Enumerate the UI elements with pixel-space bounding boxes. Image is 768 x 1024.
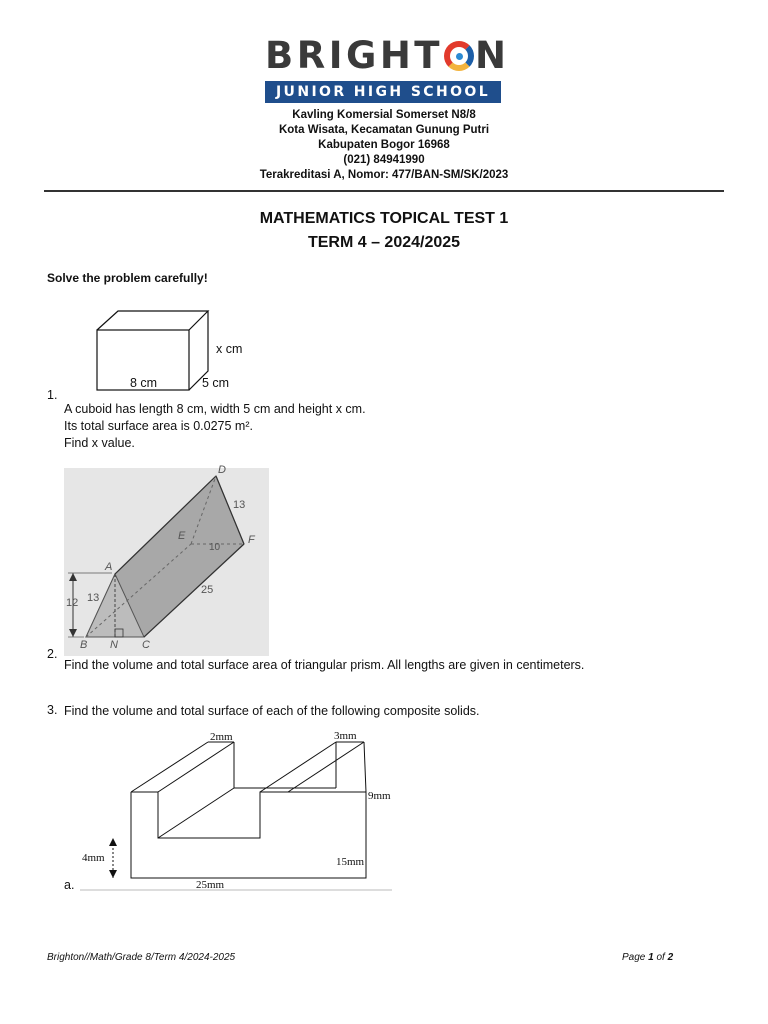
logo-subtitle: JUNIOR HIGH SCHOOL (265, 81, 501, 103)
height-arrow-top (69, 573, 77, 581)
question-3a-label: a. (64, 878, 75, 892)
cuboid-width-label: 5 cm (202, 376, 230, 390)
footer-page-number (622, 952, 673, 963)
question-1-line-3: Find x value. (64, 436, 135, 450)
address-line-2: Kota Wisata, Kecamatan Gunung Putri (278, 124, 490, 136)
cuboid-top-face (97, 311, 208, 330)
notch-arrow-top (109, 838, 117, 846)
vertex-d-label: D (218, 464, 226, 476)
triangular-prism-figure (64, 464, 269, 656)
page-prefix: Page (622, 952, 649, 963)
phone-line: (021) 84941990 (343, 154, 425, 166)
edge-ab-length: 13 (87, 592, 100, 604)
question-1-line-2: Its total surface area is 0.0275 m². (64, 419, 253, 433)
solid-edge-4 (288, 742, 364, 792)
footer-document-code: Brighton//Math/Grade 8/Term 4/2024-2025 (47, 952, 236, 963)
label-9mm: 9mm (368, 790, 391, 802)
solid-front-notch (131, 792, 288, 838)
question-3-text: Find the volume and total surface of each of the following composite solids. (64, 704, 480, 718)
solid-back-right (364, 742, 366, 792)
cuboid-height-label: x cm (216, 342, 243, 356)
page-total: 2 (667, 952, 674, 963)
solid-front-outline (131, 792, 366, 878)
solid-edge-3 (260, 742, 336, 792)
height-arrow-bottom (69, 629, 77, 637)
solid-inner-floor-edge (158, 788, 234, 838)
edge-ef-length: 10 (209, 542, 221, 553)
label-3mm: 3mm (334, 730, 357, 742)
question-1-line-1: A cuboid has length 8 cm, width 5 cm and height x cm. (64, 402, 366, 416)
label-25mm: 25mm (196, 879, 225, 891)
vertex-c-label: C (142, 639, 150, 651)
triangular-prism-drawing (64, 468, 269, 656)
question-3-number: 3. (47, 703, 58, 717)
test-title: MATHEMATICS TOPICAL TEST 1 (259, 210, 509, 227)
vertex-b-label: B (80, 639, 88, 651)
vertex-n-label: N (110, 639, 118, 651)
question-2-text: Find the volume and total surface area of triangular prism. All lengths are given in centimeters. (64, 658, 585, 672)
question-1-number: 1. (47, 388, 58, 402)
school-logo-wordmark (265, 36, 510, 76)
page-mid: of (653, 952, 668, 963)
composite-solid-figure (76, 728, 396, 896)
page-current: 1 (648, 952, 654, 963)
logo-word-part2: N (475, 34, 510, 77)
cuboid-length-label: 8 cm (130, 376, 158, 390)
height-length: 12 (66, 597, 79, 609)
test-term: TERM 4 – 2024/2025 (307, 234, 461, 251)
accreditation-line: Terakreditasi A, Nomor: 477/BAN-SM/SK/2023 (259, 169, 509, 181)
label-15mm: 15mm (336, 856, 365, 868)
label-2mm: 2mm (210, 731, 233, 743)
address-line-1: Kavling Komersial Somerset N8/8 (292, 109, 476, 121)
question-2-number: 2. (47, 647, 58, 661)
instruction: Solve the problem carefully! (47, 271, 208, 285)
logo-emblem-icon (444, 41, 474, 71)
edge-df-length: 13 (233, 499, 246, 511)
vertex-a-label: A (105, 561, 113, 573)
notch-arrow-bottom (109, 870, 117, 878)
cuboid-figure (90, 308, 290, 393)
vertex-e-label: E (178, 530, 186, 542)
header-divider (44, 190, 724, 192)
logo-word-part1: BRIGHT (265, 34, 444, 77)
edge-cf-length: 25 (201, 584, 214, 596)
address-line-3: Kabupaten Bogor 16968 (318, 139, 450, 151)
label-4mm: 4mm (82, 852, 105, 864)
vertex-f-label: F (248, 534, 255, 546)
